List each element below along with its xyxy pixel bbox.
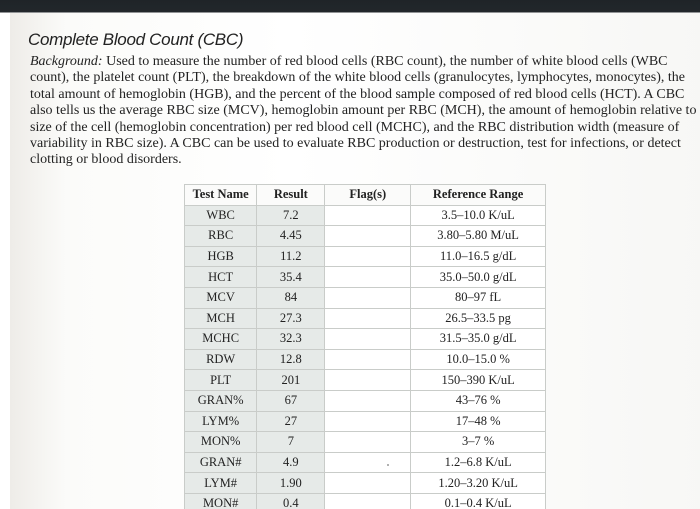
table-row bbox=[185, 370, 546, 391]
cell-test-name: RDW bbox=[185, 349, 257, 370]
cell-reference-range: 0.1–0.4 K/uL bbox=[411, 493, 546, 509]
cell-flag bbox=[325, 267, 411, 288]
header-reference-range: Reference Range bbox=[411, 185, 546, 206]
cell-reference-range: 26.5–33.5 pg bbox=[411, 308, 546, 329]
cell-result: 4.45 bbox=[257, 226, 325, 247]
cell-result: 4.9 bbox=[257, 452, 325, 473]
cell-test-name: MCV bbox=[185, 287, 257, 308]
cell-result: 11.2 bbox=[257, 246, 325, 267]
table-header-row bbox=[185, 185, 546, 206]
cell-flag bbox=[325, 390, 411, 411]
cell-result: 0.4 bbox=[257, 493, 325, 509]
cell-reference-range: 1.2–6.8 K/uL bbox=[411, 452, 546, 473]
table-row bbox=[185, 246, 546, 267]
cell-reference-range: 35.0–50.0 g/dL bbox=[411, 267, 546, 288]
table-row bbox=[185, 308, 546, 329]
table-row bbox=[185, 267, 546, 288]
cell-test-name: MCHC bbox=[185, 329, 257, 350]
table-body bbox=[185, 205, 546, 509]
page-title: Complete Blood Count (CBC) bbox=[28, 30, 244, 49]
cell-result: 67 bbox=[257, 390, 325, 411]
table-row bbox=[185, 493, 546, 509]
cell-flag bbox=[325, 226, 411, 247]
background-text: Used to measure the number of red blood cells (RBC count), the number of white blood cells (WBC count), the platelet count (PLT), the breakdown of the white blood cells (granulocytes, lymphocytes, monocytes), the total amount of hemoglobin (HGB), and the percent of the blood sample composed of red blood cells (HCT). A CBC also tells us the average RBC size (MCV), hemoglobin amount per RBC (MCH), the amount of hemoglobin relative to size of the cell (hemoglobin concentration) per red blood cell (MCHC), and the RBC distribution width (measure of variability in RBC size). A CBC can be used to evaluate RBC production or destruction, test for infections, or detect clotting or blood disorders. bbox=[30, 54, 697, 168]
background-label: Background: bbox=[30, 54, 103, 69]
cell-flag bbox=[325, 473, 411, 494]
cell-test-name: LYM# bbox=[185, 473, 257, 494]
cell-reference-range: 17–48 % bbox=[411, 411, 546, 432]
cell-flag bbox=[325, 287, 411, 308]
cell-result: 7 bbox=[257, 432, 325, 453]
table-row bbox=[185, 349, 546, 370]
cell-test-name: RBC bbox=[185, 226, 257, 247]
header-flags: Flag(s) bbox=[325, 185, 411, 206]
table-row bbox=[185, 473, 546, 494]
cell-test-name: WBC bbox=[185, 205, 257, 226]
cell-reference-range: 3–7 % bbox=[411, 432, 546, 453]
cell-flag bbox=[325, 411, 411, 432]
cell-result: 7.2 bbox=[257, 205, 325, 226]
cell-result: 201 bbox=[257, 370, 325, 391]
cell-result: 1.90 bbox=[257, 473, 325, 494]
cell-reference-range: 43–76 % bbox=[411, 390, 546, 411]
cell-reference-range: 150–390 K/uL bbox=[411, 370, 546, 391]
cell-test-name: HGB bbox=[185, 246, 257, 267]
cell-reference-range: 80–97 fL bbox=[411, 287, 546, 308]
cell-reference-range: 31.5–35.0 g/dL bbox=[411, 329, 546, 350]
cell-result: 27.3 bbox=[257, 308, 325, 329]
cell-reference-range: 11.0–16.5 g/dL bbox=[411, 246, 546, 267]
cell-reference-range: 3.5–10.0 K/uL bbox=[411, 205, 546, 226]
table-row bbox=[185, 390, 546, 411]
cell-result: 84 bbox=[257, 287, 325, 308]
cell-flag bbox=[325, 205, 411, 226]
cell-test-name: GRAN# bbox=[185, 452, 257, 473]
header-result: Result bbox=[257, 185, 325, 206]
cell-test-name: GRAN% bbox=[185, 390, 257, 411]
cell-flag bbox=[325, 308, 411, 329]
cell-flag bbox=[325, 329, 411, 350]
cell-flag bbox=[325, 493, 411, 509]
cell-reference-range: 10.0–15.0 % bbox=[411, 349, 546, 370]
cbc-results-table bbox=[184, 184, 546, 509]
cell-reference-range: 1.20–3.20 K/uL bbox=[411, 473, 546, 494]
cell-reference-range: 3.80–5.80 M/uL bbox=[411, 226, 546, 247]
cell-flag bbox=[325, 349, 411, 370]
header-test-name: Test Name bbox=[185, 185, 257, 206]
cell-result: 35.4 bbox=[257, 267, 325, 288]
cell-test-name: HCT bbox=[185, 267, 257, 288]
cell-flag bbox=[325, 246, 411, 267]
cell-result: 27 bbox=[257, 411, 325, 432]
table-row bbox=[185, 329, 546, 350]
flag-dot-icon bbox=[387, 464, 389, 466]
cell-test-name: MON# bbox=[185, 493, 257, 509]
cell-flag bbox=[325, 452, 411, 473]
table-row bbox=[185, 432, 546, 453]
cell-flag bbox=[325, 432, 411, 453]
cell-result: 12.8 bbox=[257, 349, 325, 370]
cell-test-name: PLT bbox=[185, 370, 257, 391]
cell-result: 32.3 bbox=[257, 329, 325, 350]
table-row bbox=[185, 452, 546, 473]
cell-test-name: LYM% bbox=[185, 411, 257, 432]
table-row bbox=[185, 205, 546, 226]
background-paragraph bbox=[30, 54, 700, 169]
cell-test-name: MON% bbox=[185, 432, 257, 453]
table-row bbox=[185, 411, 546, 432]
cbc-table-wrapper bbox=[184, 184, 546, 509]
table-row bbox=[185, 287, 546, 308]
cell-test-name: MCH bbox=[185, 308, 257, 329]
table-row bbox=[185, 226, 546, 247]
cell-flag bbox=[325, 370, 411, 391]
